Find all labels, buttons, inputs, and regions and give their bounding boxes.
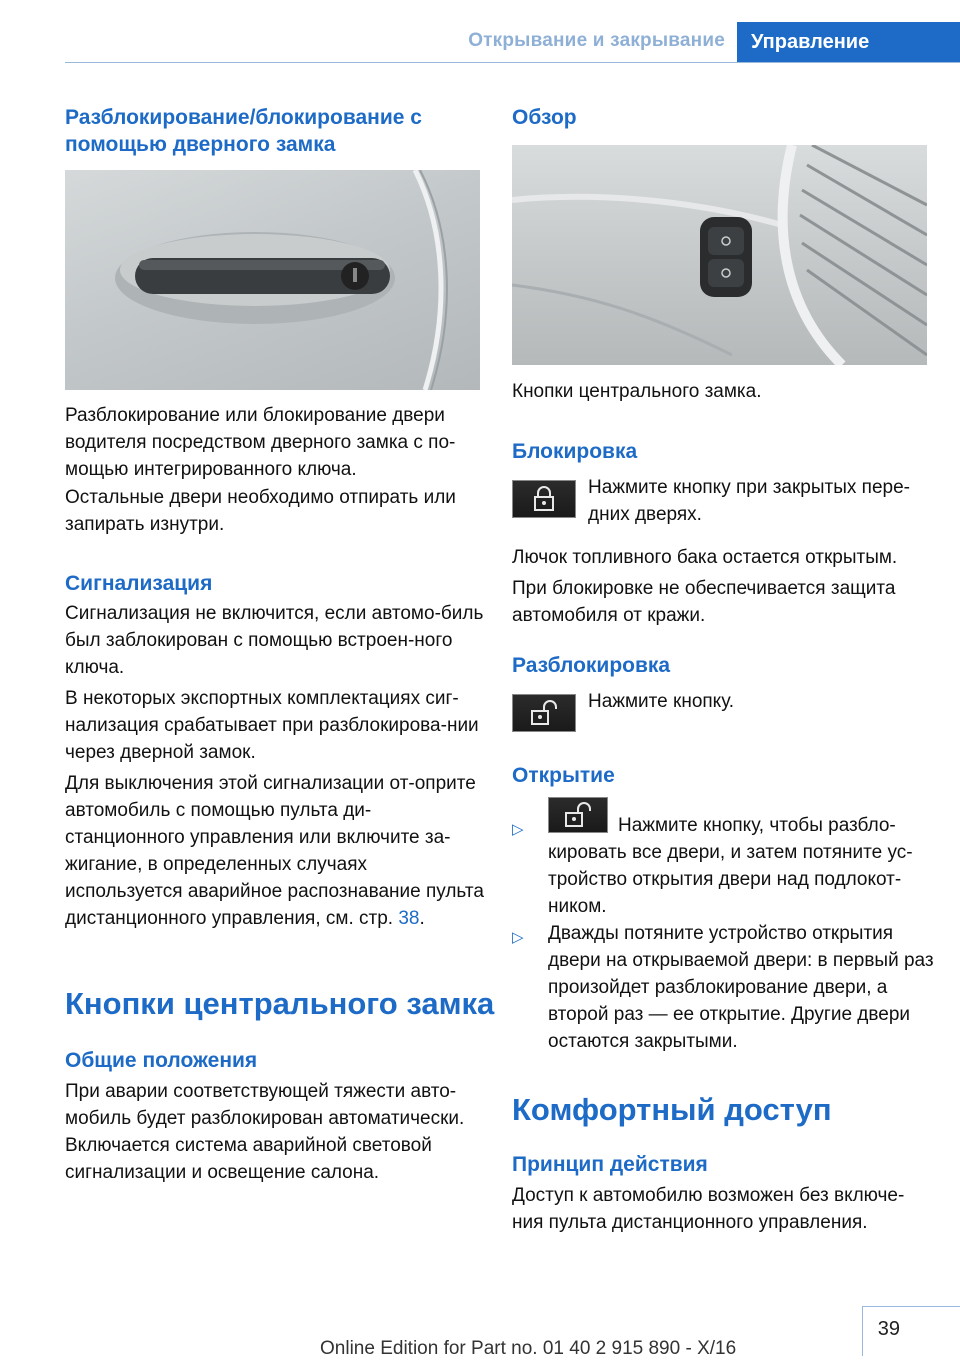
heading-unlocking: Разблокировка [512, 654, 671, 677]
unlock-icon [529, 699, 559, 727]
footer-rule-horizontal [862, 1306, 960, 1307]
page-number: 39 [877, 1318, 900, 1340]
paragraph-alarm-3 [65, 770, 485, 932]
header-rule [65, 62, 960, 63]
paragraph-theft: При блокировке не обеспечивается защита автомобиля от кражи. [512, 578, 896, 626]
heading-central-lock: Кнопки центрального замка [65, 986, 495, 1021]
header-chapter-tab: Управление [737, 22, 960, 62]
paragraph-principle: Доступ к автомобилю возможен без включе-ния пульта дистанционного управления. [512, 1185, 905, 1233]
footer-edition: Online Edition for Part no. 01 40 2 915 890 - X/16 [320, 1338, 737, 1359]
central-lock-buttons-image [512, 145, 927, 365]
paragraph-alarm-3-end: . [419, 908, 425, 929]
paragraph-fuel: Лючок топливного бака остается открытым. [512, 547, 898, 568]
door-handle-illustration [65, 170, 480, 390]
paragraph-door-lock-2: Остальные двери необходимо отпирать или запирать изнутри. [65, 487, 456, 535]
heading-opening: Открытие [512, 764, 615, 787]
paragraph-alarm-2: В некоторых экспортных комплектациях сиг-нализация срабатывает при разблокирова-нии через дверной замок. [65, 688, 479, 763]
paragraph-unlocking: Нажмите кнопку. [588, 691, 735, 712]
bullet-item-1: Нажмите кнопку, чтобы разбло-кировать все двери, и затем потяните ус-тройство открытия двери над подлокот-ником. [548, 815, 913, 917]
page-link-38[interactable]: 38 [398, 908, 420, 929]
heading-general: Общие положения [65, 1049, 258, 1072]
heading-alarm: Сигнализация [65, 572, 213, 595]
bullet-item-2: Дважды потяните устройство открытия двери на открываемой двери: в первый раз произойдет разблокирование двери, а второй раз — ее открытие. Другие двери остаются закрытыми. [548, 923, 934, 1052]
central-lock-illustration [512, 145, 927, 365]
triangle-right-icon: ▷ [512, 821, 524, 838]
heading-overview: Обзор [512, 106, 577, 129]
paragraph-door-lock-1: Разблокирование или блокирование двери водителя посредством дверного замка с по-мощью интегрированного ключа. [65, 405, 456, 480]
paragraph-alarm-1: Сигнализация не включится, если автомо-биль был заблокирован с помощью встроен-ного ключа. [65, 603, 484, 678]
unlock-button-image [512, 694, 576, 732]
caption-overview: Кнопки центрального замка. [512, 381, 762, 402]
heading-locking: Блокировка [512, 440, 638, 463]
heading-comfort-access: Комфортный доступ [512, 1092, 832, 1127]
paragraph-alarm-3-text: Для выключения этой сигнализации от-оприте автомобиль с помощью пульта ди-станционного управления или включите за-жигание, в определенных случаях используется аварийное распознавание пульта дистанционного управления, см. стр. [65, 773, 484, 929]
lock-icon [531, 485, 557, 513]
heading-door-lock: Разблокирование/блокирование с помощью дверного замка [65, 106, 422, 156]
header-section-title: Открывание и закрывание [468, 30, 725, 51]
heading-principle: Принцип действия [512, 1153, 708, 1176]
paragraph-general: При аварии соответствующей тяжести авто-мобиль будет разблокирован автоматически. Включается система аварийной световой сигнализации и освещение салона. [65, 1081, 465, 1183]
paragraph-locking: Нажмите кнопку при закрытых пере-дних дверях. [588, 477, 910, 525]
door-handle-image [65, 170, 480, 390]
triangle-right-icon: ▷ [512, 929, 524, 946]
lock-button-image [512, 480, 576, 518]
